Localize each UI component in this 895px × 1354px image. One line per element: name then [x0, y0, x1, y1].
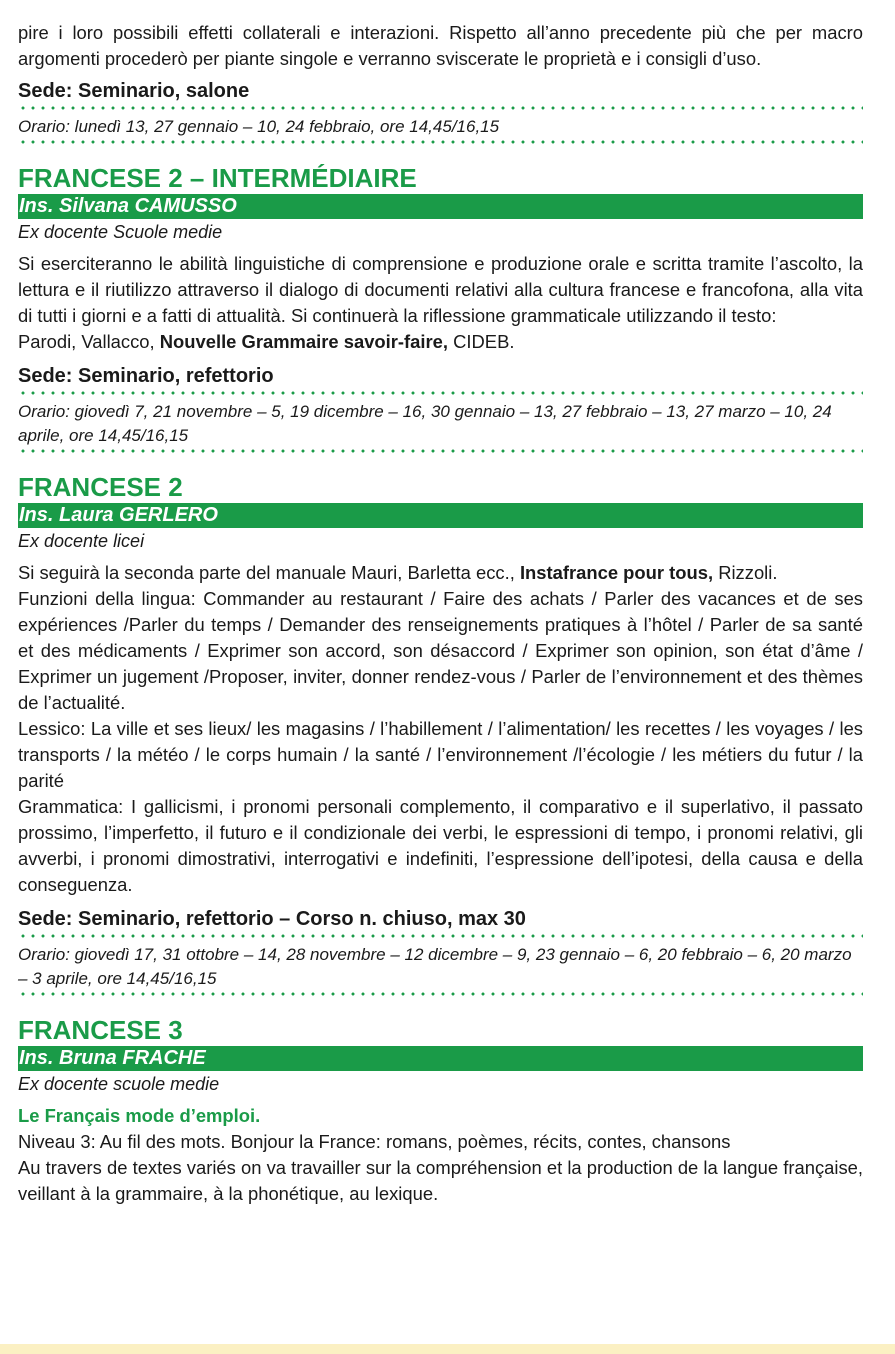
course-sede: Sede: Seminario, refettorio: [18, 365, 274, 387]
teacher-bar: Ins. Silvana CAMUSSO: [18, 194, 863, 219]
course-orario: Orario: giovedì 17, 31 ottobre – 14, 28 novembre – 12 dicembre – 9, 23 gennaio – 6, 20 febbraio – 6, 20 marzo – 3 aprile, ore 14,45/16,15: [18, 945, 852, 988]
teacher-bar: Ins. Bruna FRACHE: [18, 1046, 863, 1071]
course-description: [18, 560, 863, 586]
course-book: [18, 329, 863, 355]
intro-section: [18, 0, 863, 144]
intro-text: pire i loro possibili effetti collaterali e interazioni. Rispetto all’anno precedente più che per macro argomenti procederò per piante singole e verranno sviscerate le proprietà e i consigli d’uso.: [18, 22, 863, 69]
course-title: FRANCESE 3: [18, 1015, 183, 1045]
course-grammatica: Grammatica: I gallicismi, i pronomi personali complemento, il comparativo e il superlativo, il passato prossimo, l’imperfetto, il futuro e il condizionale dei verbi, le espressioni di tempo, i pronomi relativi, gli avverbi, i pronomi dimostrativi, interrogativi e indefiniti, l’espressione dell’ipotesi, della causa e della conseguenza.: [18, 796, 863, 895]
book-authors: Parodi, Vallacco,: [18, 331, 160, 352]
book-title: Instafrance pour tous,: [519, 562, 714, 583]
dotted-divider: [18, 106, 863, 110]
dotted-divider: [18, 449, 863, 453]
book-publisher: Rizzoli.: [713, 562, 778, 583]
course-subtitle: Le Français mode d’emploi.: [18, 1105, 261, 1126]
course-orario: Orario: giovedì 7, 21 novembre – 5, 19 dicembre – 16, 30 gennaio – 13, 27 febbraio – 13, 27 marzo – 10, 24 aprile, ore 14,45/16,15: [18, 402, 832, 445]
course-title: FRANCESE 2 – INTERMÉDIAIRE: [18, 163, 417, 193]
teacher-bar: Ins. Laura GERLERO: [18, 503, 863, 528]
teacher-role: Ex docente scuole medie: [18, 1074, 220, 1094]
intro-sede: Sede: Seminario, salone: [18, 80, 250, 102]
course-sede: Sede: Seminario, refettorio – Corso n. chiuso, max 30: [18, 908, 526, 930]
course-funzioni: Funzioni della lingua: Commander au restaurant / Faire des achats / Parler des vacances et de ses expériences /Parler du temps / Demander des renseignements pratiques à l’hôtel / Parler de sa santé et des médicaments / Exprimer son accord, son désaccord / Exprimer son opinion, son état d’âme / Exprimer un jugement /Proposer, inviter, donner rendez-vous / Parler de l’environnement et des thèmes de l’actualité.: [18, 588, 863, 713]
dotted-divider: [18, 391, 863, 395]
course-francese3: [18, 1014, 863, 1207]
course-lessico: Lessico: La ville et ses lieux/ les magasins / l’habillement / l’alimentation/ les recettes / les voyages / les transports / la météo / le corps humain / la santé / l’environnement /l’écologie / les métiers du futur / la parité: [18, 718, 863, 791]
course-francese2: [18, 471, 863, 996]
course-title: FRANCESE 2: [18, 472, 183, 502]
teacher-role: Ex docente Scuole medie: [18, 222, 223, 242]
document-page: [18, 0, 863, 1207]
course-francese2-intermediaire: [18, 162, 863, 453]
bottom-color-band: [0, 1344, 895, 1354]
dotted-divider: [18, 934, 863, 938]
teacher-role: Ex docente licei: [18, 531, 145, 551]
description-intro: Si seguirà la seconda parte del manuale Mauri, Barletta ecc.,: [18, 562, 520, 583]
book-title: Nouvelle Grammaire savoir-faire,: [159, 331, 449, 352]
course-description: Au travers de textes variés on va travailler sur la compréhension et la production de la langue française, veillant à la grammaire, à la phonétique, au lexique.: [18, 1157, 863, 1204]
book-publisher: CIDEB.: [448, 331, 515, 352]
dotted-divider: [18, 140, 863, 144]
dotted-divider: [18, 992, 863, 996]
intro-orario: Orario: lunedì 13, 27 gennaio – 10, 24 febbraio, ore 14,45/16,15: [18, 117, 500, 136]
course-description: Si eserciteranno le abilità linguistiche di comprensione e produzione orale e scritta tramite l’ascolto, la lettura e il riutilizzo attraverso il dialogo di documenti relativi alla cultura francese e francofona, alla vita di tutti i giorni e a fatti di attualità. Si continuerà la riflessione grammaticale utilizzando il testo:: [18, 253, 863, 326]
course-niveau: Niveau 3: Au fil des mots. Bonjour la France: romans, poèmes, récits, contes, chansons: [18, 1131, 731, 1152]
